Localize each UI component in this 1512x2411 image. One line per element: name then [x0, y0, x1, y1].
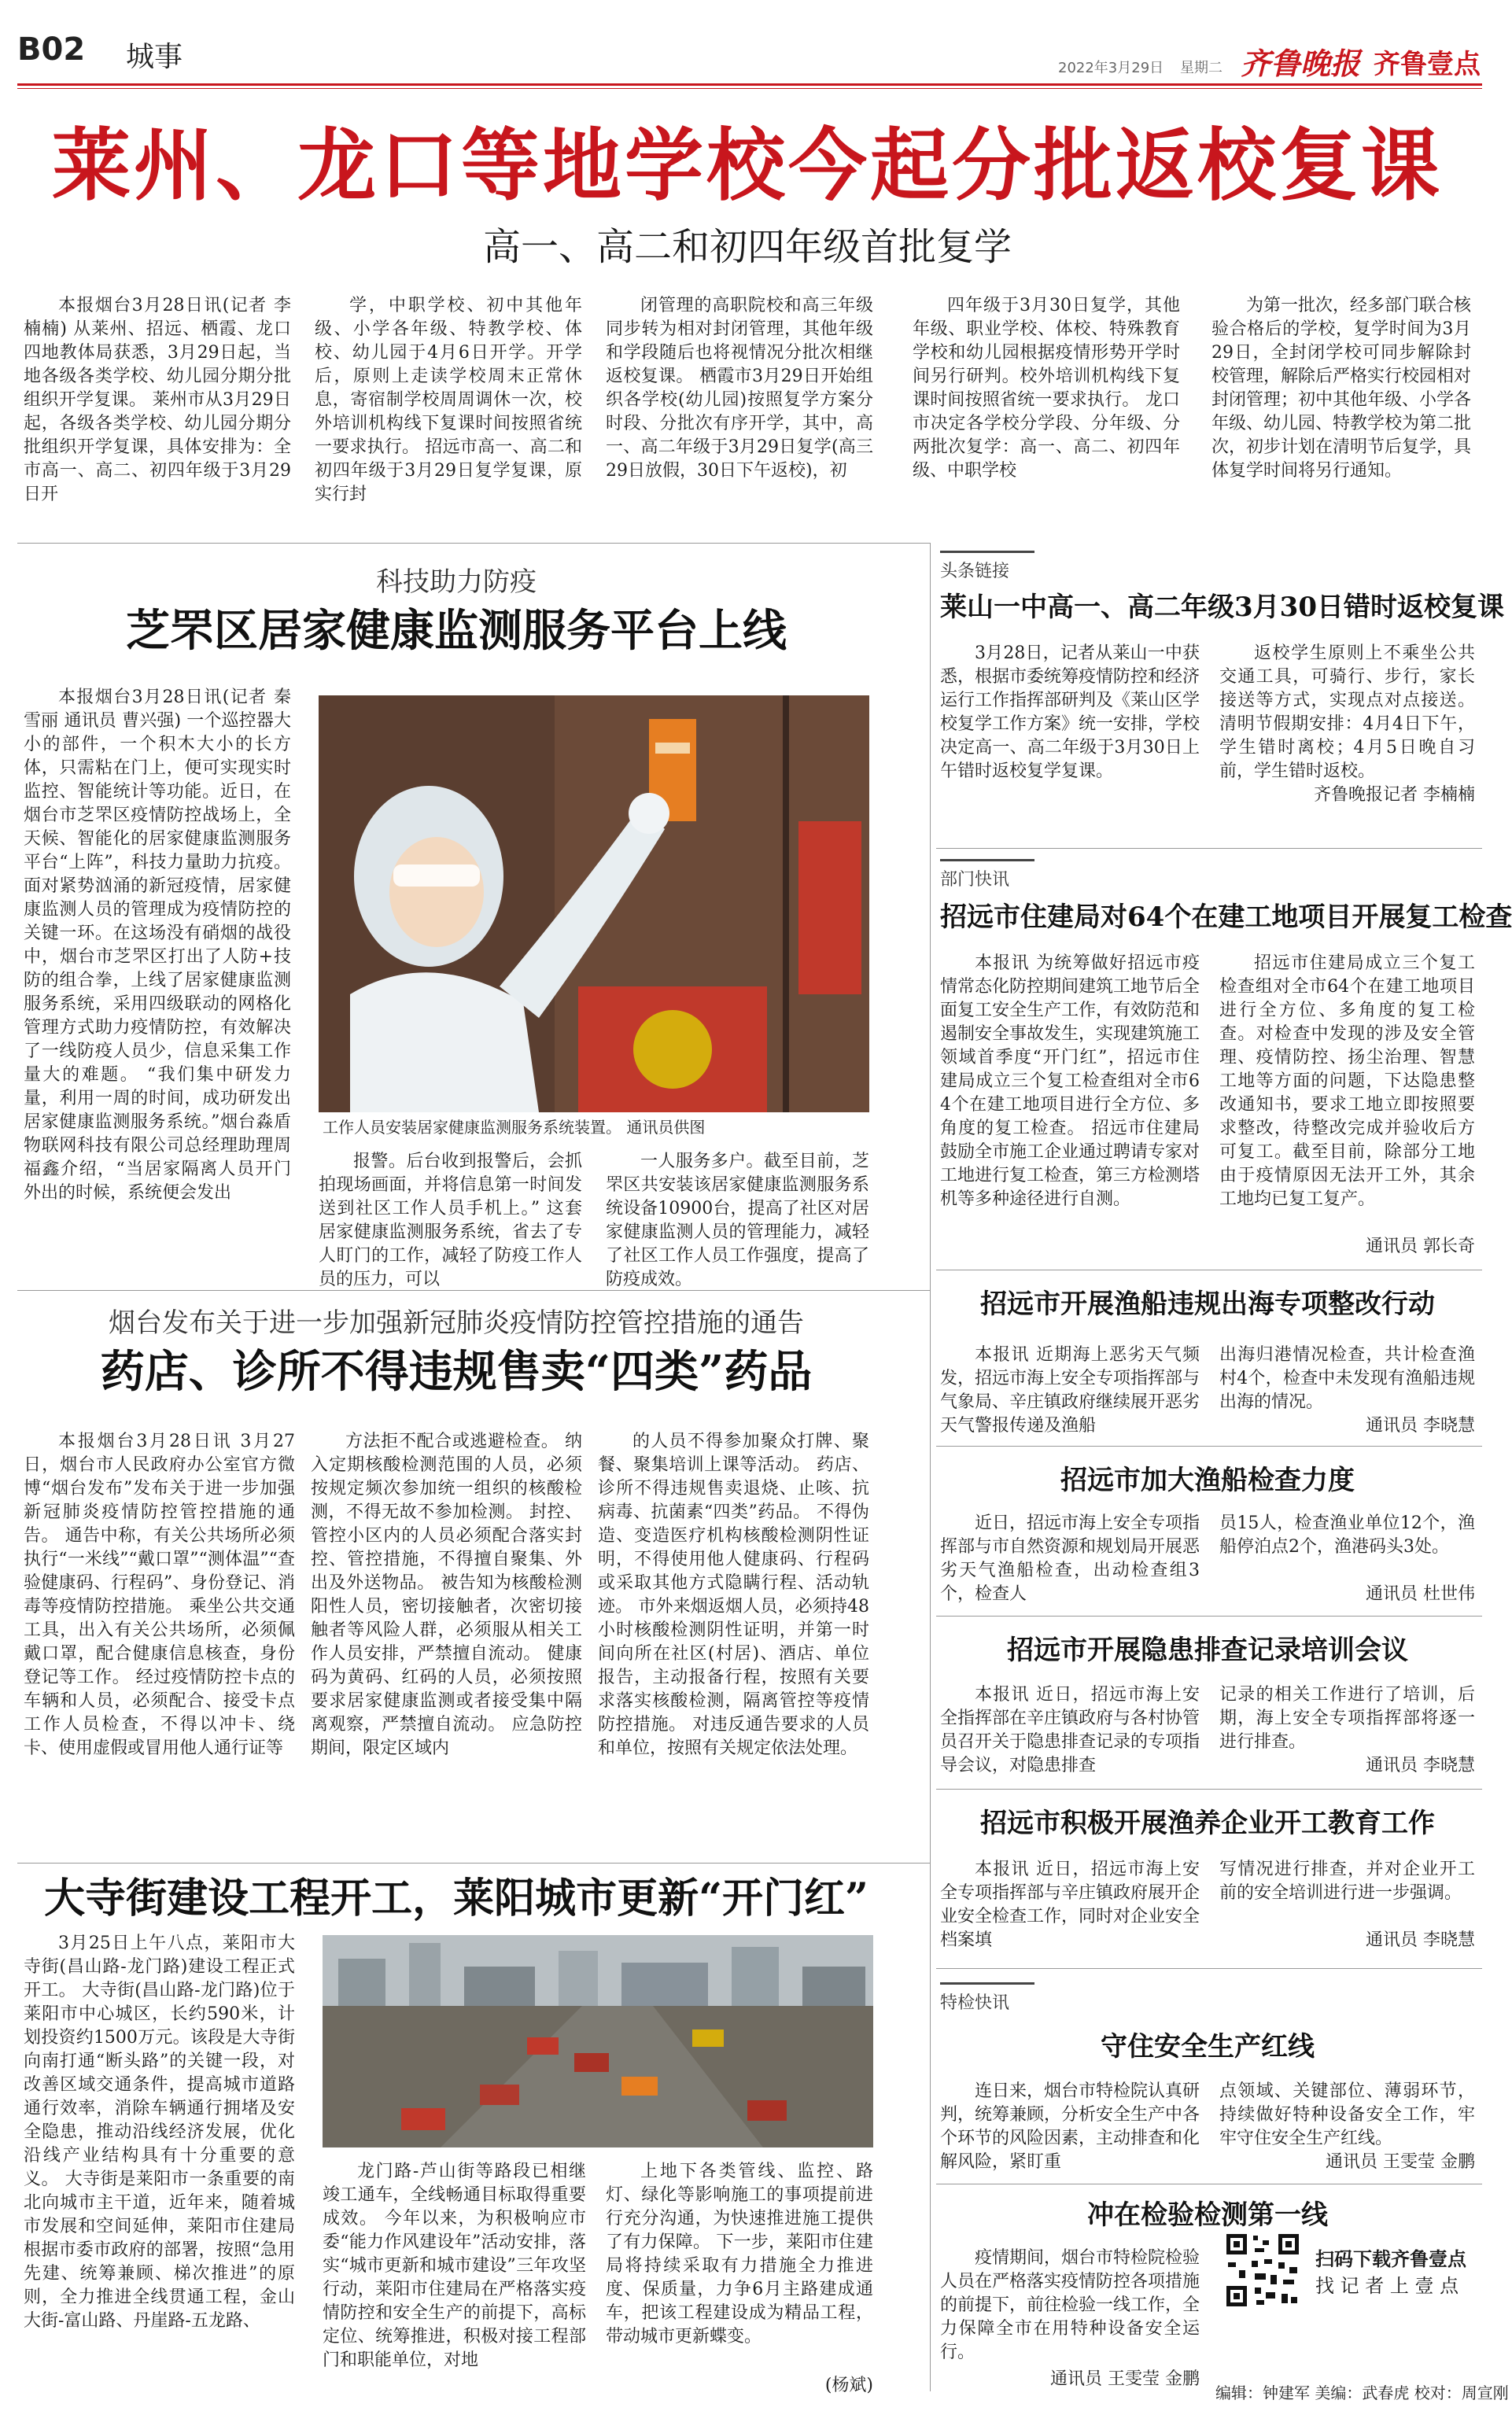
- box1-label: 头条链接: [940, 551, 1034, 582]
- worker-installing-sensor-photo: [319, 695, 869, 1112]
- divider: [17, 543, 930, 544]
- box1-column-1: 3月28日，记者从莱山一中获悉，根据市委统筹疫情防控和经济运行工作指挥部研判及《莱山区学校复学工作方案》统一安排，学校决定高一、高二年级于3月30日上午错时返校复学复课。: [940, 643, 1200, 781]
- qr-code[interactable]: [1223, 2231, 1302, 2310]
- story2-photo-caption: 工作人员安装居家健康监测服务系统装置。 通讯员供图: [323, 1118, 706, 1137]
- scan-prompt-line-1: 扫码下载齐鲁壹点: [1315, 2247, 1466, 2270]
- box2-item2-column-1: 本报讯 近期海上恶劣天气频发，招远市海上安全专项指挥部与气象局、辛庄镇政府继续展开恶劣天气警报传递及渔船: [940, 1345, 1200, 1436]
- divider: [936, 848, 1482, 849]
- lead-column-4: 四年级于3月30日复学，其他年级、职业学校、体校、特殊教育学校和幼儿园根据疫情形势开学时间另行研判。校外培训机构线下复课时间按照省统一要求执行。 龙口市决定各学校分学段、分年级、分两批次复学：高一、高二、初四年级、中职学校: [913, 296, 1180, 481]
- box1-headline: 莱山一中高一、高二年级3月30日错时返校复课: [940, 592, 1504, 623]
- lead-column-5: 为第一批次，经多部门联合核验合格后的学校，复学时间为3月29日，全封闭学校可同步解除封校管理，解除后严格实行校园相对封闭管理；初中其他年级、小学各年级、幼儿园、特教学校为第二批次，初步计划在清明节后复学，具体复学时间将另行通知。: [1211, 296, 1472, 481]
- lead-column-2: 学，中职学校、初中其他年级、小学各年级、特教学校、体校、幼儿园于4月6日开学。开学后，原则上走读学校周末正常休息，寄宿制学校周周调休一次，校外培训机构线下复课时间按照省统一要求执行。 招远市高一、高二和初四年级于3月29日复学复课，原实行封: [315, 296, 582, 504]
- story3-column-2: 方法拒不配合或逃避检查。 纳入定期核酸检测范围的人员，必须按规定频次参加统一组织的核酸检测，不得无故不参加检测。 封控、管控小区内的人员必须配合落实封控、管控措施，不得擅自聚集、外出及外送物品。 被告知为核酸检测阳性人员，密切接触者，次密切接触者等风险人群，必须服从相关工作人员安排，严禁擅自流动。 健康码为黄码、红码的人员，必须按照要求居家健康监测或者接受集中隔离观察，严禁擅自流动。 应急防控期间，限定区域内: [311, 1432, 582, 1758]
- story4-photo: [323, 1935, 873, 2147]
- box3-item1-column-2: 点领域、关键部位、薄弱环节，持续做好特种设备安全工作，牢牢守住安全生产红线。: [1219, 2081, 1475, 2148]
- lead-column-3: 闭管理的高职院校和高三年级同步转为相对封闭管理，其他年级和学段随后也将视情况分批次相继返校复课。 栖霞市3月29日开始组织各学校(幼儿园)按照复学方案分时段、分批次有序开学，其中，高一、高二年级于3月29日复学(高三29日放假，30日下午返校)，初: [606, 296, 873, 481]
- box2-item2-headline: 招远市开展渔船违规出海专项整改行动: [980, 1288, 1435, 1320]
- story2-kicker: 科技助力防疫: [376, 566, 537, 598]
- box2-item4-headline: 招远市开展隐患排查记录培训会议: [1007, 1635, 1408, 1666]
- box2-item5-column-2: 写情况进行排查，并对企业开工前的安全培训进行进一步强调。: [1219, 1860, 1475, 1903]
- box2-item5-headline: 招远市积极开展渔养企业开工教育工作: [980, 1808, 1435, 1839]
- story3-column-3: 的人员不得参加聚众打牌、聚餐、聚集培训上课等活动。 药店、诊所不得违规售卖退烧、止咳、抗病毒、抗菌素“四类”药品。 不得伪造、变造医疗机构核酸检测阴性证明，不得使用他人健康码、行程码或采取其他方式隐瞒行程、活动轨迹。 市外来烟返烟人员，必须持48小时核酸检测阴性证明，并第一时间向所在社区(村居)、酒店、单位报告，主动报备行程，按照有关要求落实核酸检测，隔离管控等疫情防控措施。 对违反通告要求的人员和单位，按照有关规定依法处理。: [598, 1432, 869, 1758]
- story2-column-1: 本报烟台3月28日讯(记者 秦雪丽 通讯员 曹兴强) 一个巡控器大小的部件，一个积木大小的长方体，只需粘在门上，便可实现实时监控、智能统计等功能。近日，在烟台市芝罘区疫情防控战场上，全天候、智能化的居家健康监测服务平台“上阵”，科技力量助力抗疫。 面对紧势汹涌的新冠疫情，居家健康监测人员的管理成为疫情防控的关键一环。在这场没有硝烟的战役中，烟台市芝罘区打出了人防+技防的组合拳，上线了居家健康监测服务系统，采用四级联动的网格化管理方式助力疫情防控，有效解决了一线防疫人员少，信息采集工作量大的难题。 “我们集中研发力量，利用一周的时间，成功研发出居家健康监测服务系统。”烟台淼盾物联网科技有限公司总经理助理周福鑫介绍，“当居家隔离人员开门外出的时候，系统便会发出: [24, 688, 291, 1203]
- header-rule: [17, 83, 1482, 86]
- box2-item3-headline: 招远市加大渔船检查力度: [1060, 1465, 1355, 1496]
- qr-code-icon: [1223, 2231, 1302, 2310]
- lead-subheadline: 高一、高二和初四年级首批复学: [482, 225, 1012, 269]
- box3-item1-headline: 守住安全生产红线: [1101, 2031, 1315, 2063]
- box3-item1-column-1: 连日来，烟台市特检院认真研判，统筹兼顾，分析安全生产中各个环节的风险因素，主动排查和化解风险，紧盯重: [940, 2081, 1200, 2172]
- box1-column-2: 返校学生原则上不乘坐公共交通工具，可骑行、步行，家长接送等方式，实现点对点接送。 清明节假期安排：4月4日下午，学生错时离校；4月5日晚自习前，学生错时返校。: [1219, 643, 1475, 781]
- story3-column-1: 本报烟台3月28日讯 3月27日，烟台市人民政府办公室官方微博“烟台发布”发布关于进一步加强新冠肺炎疫情防控管控措施的通告。 通告中称，有关公共场所必须执行“一米线”“戴口罩”“测体温”“查验健康码、行程码”、身份登记、消毒等疫情防控措施。 乘坐公共交通工具，出入有关公共场所，必须佩戴口罩，配合健康信息核查，身份登记等工作。 经过疫情防控卡点的车辆和人员，必须配合、接受卡点工作人员检查，不得以冲卡、绕卡、使用虚假或冒用他人通行证等: [24, 1432, 295, 1758]
- story2-column-3: 一人服务多户。截至目前，芝罘区共安装该居家健康监测服务系统设备10900台，提高了社区对居家健康监测人员的管理能力，减轻了社区工作人员工作强度，提高了防疫成效。: [606, 1152, 869, 1289]
- box2-item1-column-1: 本报讯 为统筹做好招远市疫情常态化防控期间建筑工地节后全面复工安全生产工作，有效防范和遏制安全事故发生，实现建筑施工领域首季度“开门红”，招远市住建局成立三个复工检查组对全市64个在建工地项目进行全方位、多角度的复工检查。 招远市住建局鼓励全市施工企业通过聘请专家对工地进行复工检查，第三方检测塔机等多种途径进行自测。: [940, 953, 1200, 1209]
- story4-headline: 大寺街建设工程开工，莱阳城市更新“开门红”: [44, 1875, 868, 1923]
- story3-headline: 药店、诊所不得违规售卖“四类”药品: [100, 1346, 813, 1398]
- divider: [17, 1290, 930, 1291]
- box2-item5-column-1: 本报讯 近日，招远市海上安全专项指挥部与辛庄镇政府展开企业安全检查工作，同时对企业安全档案填: [940, 1860, 1200, 1950]
- box3-item2-headline: 冲在检验检测第一线: [1087, 2199, 1328, 2231]
- divider: [936, 1446, 1482, 1447]
- story2-headline: 芝罘区居家健康监测服务平台上线: [126, 605, 787, 657]
- box2-item1-column-2: 招远市住建局成立三个复工检查组对全市64个在建工地项目进行全方位、多角度的复工检查。对检查中发现的涉及安全管理、疫情防控、扬尘治理、智慧工地等方面的问题，下达隐患整改通知书，要求工地立即按照要求整改，待整改完成并验收后方可复工。截至目前，除部分工地由于疫情原因无法开工外，其余工地均已复工复产。: [1219, 953, 1475, 1209]
- issue-date: 2022年3月29日: [1058, 60, 1164, 76]
- divider: [17, 1863, 930, 1864]
- box2-item2-column-2: 出海归港情况检查，共计检查渔村4个，检查中未发现有渔船违规出海的情况。: [1219, 1345, 1475, 1412]
- divider: [936, 1616, 1482, 1617]
- editor-credits: 编辑：钟建军 美编：武春虎 校对：周宣刚: [1215, 2383, 1509, 2402]
- divider: [936, 1968, 1482, 1969]
- story4-author: (杨斌): [824, 2376, 873, 2395]
- app-logo: 齐鲁壹点: [1374, 49, 1481, 80]
- lead-column-1: 本报烟台3月28日讯(记者 李楠楠) 从莱州、招远、栖霞、龙口四地教体局获悉，3月29日起，当地各级各类学校、幼儿园分期分批组织开学复课。 莱州市从3月29日起，各级各类学校、幼儿园分期分批组织开学复课，具体安排为：全市高一、高二、初四年级于3月29日开: [24, 296, 291, 504]
- box3-item2-author: 通讯员 王雯莹 金鹏: [1050, 2369, 1200, 2389]
- box2-item3-author: 通讯员 杜世伟: [1366, 1584, 1475, 1604]
- construction-site-photo: [323, 1935, 873, 2147]
- box2-item2-author: 通讯员 李晓慧: [1366, 1416, 1475, 1436]
- box1-author: 齐鲁晚报记者 李楠楠: [1314, 785, 1475, 805]
- box2-item4-column-1: 本报讯 近日，招远市海上安全指挥部在辛庄镇政府与各村协管员召开关于隐患排查记录的专项指导会议，对隐患排查: [940, 1685, 1200, 1775]
- story4-column-2: 龙门路-芦山街等路段已相继竣工通车，全线畅通目标取得重要成效。 今年以来，为积极响应市委“能力作风建设年”活动安排，落实“城市更新和城市建设”三年攻坚行动，莱阳市住建局在严格落实疫情防控和安全生产的前提下，高标定位、统筹推进，积极对接工程部门和职能单位，对地: [323, 2162, 586, 2370]
- box2-item4-column-2: 记录的相关工作进行了培训，后期，海上安全专项指挥部将逐一进行排查。: [1219, 1685, 1475, 1752]
- box2-item3-column-2: 员15人，检查渔业单位12个，渔船停泊点2个，渔港码头3处。: [1219, 1513, 1475, 1557]
- story4-column-3: 上地下各类管线、监控、路灯、绿化等影响施工的事项提前进行充分沟通，为快速推进施工提供了有力保障。 下一步，莱阳市住建局将持续采取有力措施全力推进度、保质量，力争6月主路建成通车，把该工程建设成为精品工程，带动城市更新蝶变。: [606, 2162, 873, 2346]
- divider: [936, 1789, 1482, 1790]
- box2-item1-author: 通讯员 郭长奇: [1366, 1237, 1475, 1256]
- box2-item4-author: 通讯员 李晓慧: [1366, 1756, 1475, 1775]
- page-number: B02: [17, 31, 86, 68]
- newspaper-logo: 齐鲁晚报: [1241, 46, 1361, 81]
- lead-headline: 莱州、龙口等地学校今起分批返校复课: [52, 119, 1443, 212]
- box3-item2-column-1: 疫情期间，烟台市特检院检验人员在严格落实疫情防控各项措施的前提下，前往检验一线工作，全力保障全市在用特种设备安全运行。: [940, 2248, 1200, 2362]
- story2-column-2: 报警。后台收到报警后，会抓拍现场画面，并将信息第一时间发送到社区工作人员手机上。” 这套居家健康监测服务系统，省去了专人盯门的工作，减轻了防疫工作人员的压力，可以: [319, 1152, 582, 1289]
- box2-item1-headline: 招远市住建局对64个在建工地项目开展复工检查: [940, 901, 1512, 933]
- section-name: 城事: [126, 41, 183, 73]
- story4-column-1: 3月25日上午八点，莱阳市大寺街(昌山路-龙门路)建设工程正式开工。 大寺街(昌山路-龙门路)位于莱阳市中心城区，长约590米，计划投资约1500万元。该段是大寺街向南打通“断头路”的关键一段，对改善区域交通条件，提高城市道路通行效率，消除车辆通行拥堵及安全隐患，推动沿线经济发展，优化沿线产业结构具有十分重要的意义。 大寺街是莱阳市一条重要的南北向城市主干道，近年来，随着城市发展和空间延伸，莱阳市住建局根据市委市政府的部署，按照“急用先建、统筹兼顾、梯次推进”的原则，全力推进全线贯通工程，金山大街-富山路、丹崖路-五龙路、: [24, 1934, 295, 2331]
- box2-item5-author: 通讯员 李晓慧: [1366, 1930, 1475, 1950]
- story3-kicker: 烟台发布关于进一步加强新冠肺炎疫情防控管控措施的通告: [109, 1307, 804, 1339]
- story2-photo: [319, 695, 869, 1112]
- box3-label: 特检快讯: [940, 1982, 1034, 2014]
- box2-label: 部门快讯: [940, 859, 1034, 890]
- box3-item1-author: 通讯员 王雯莹 金鹏: [1326, 2152, 1475, 2172]
- column-divider: [930, 543, 931, 2391]
- scan-prompt-line-2: 找 记 者 上 壹 点: [1315, 2275, 1459, 2297]
- issue-weekday: 星期二: [1180, 60, 1223, 76]
- box2-item3-column-1: 近日，招远市海上安全专项指挥部与市自然资源和规划局开展恶劣天气渔船检查，出动检查组3个，检查人: [940, 1513, 1200, 1604]
- header-rule-thin: [17, 88, 1482, 89]
